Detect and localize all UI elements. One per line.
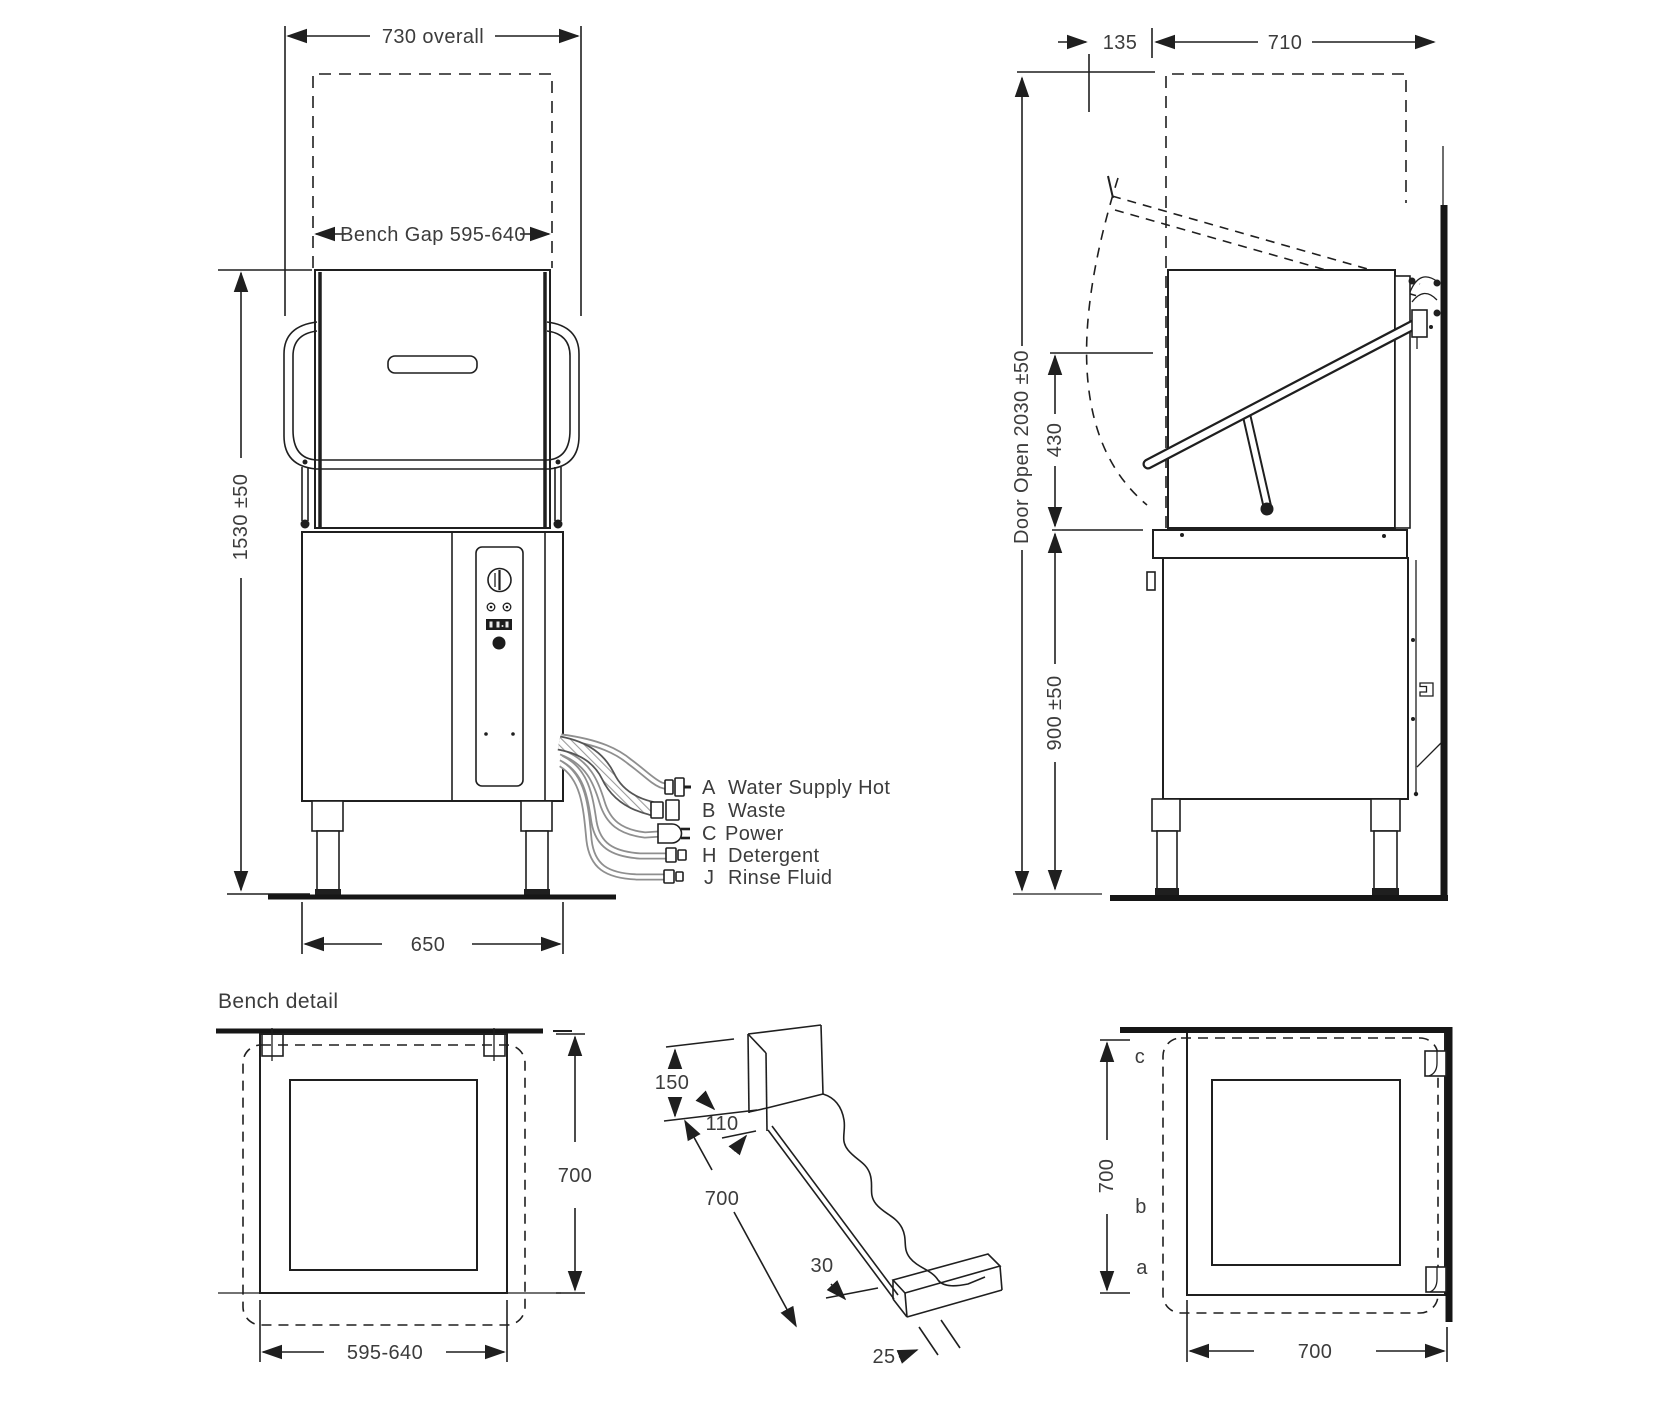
dim-corner-depth-label: 700 <box>1096 1158 1118 1194</box>
dim-depth-label: 710 <box>1267 32 1303 54</box>
dim-wall-gap <box>1058 28 1152 112</box>
dim-hood-lift-label: 430 <box>1044 422 1066 458</box>
conn-code-h: H <box>702 845 717 867</box>
conn-label-j: Rinse Fluid <box>728 867 833 889</box>
dim-hood-lift <box>1044 353 1153 526</box>
handle-pivot-bolt-right <box>554 520 563 529</box>
fitting-rinse <box>664 870 683 883</box>
wash-chamber-plan-corner <box>1212 1080 1400 1265</box>
bench-iso <box>655 1025 1002 1368</box>
bench-deck <box>767 1094 985 1299</box>
dim-overall-width-label: 730 overall <box>381 26 485 48</box>
dim-length <box>685 1121 796 1326</box>
dim-depth <box>1156 32 1434 54</box>
wash-chamber-plan <box>290 1080 477 1270</box>
hood-overhang-outline <box>243 1045 525 1325</box>
dim-bench-height <box>1044 530 1143 889</box>
dim-wall-gap-label: 135 <box>1102 32 1138 54</box>
dim-inset <box>703 1098 756 1151</box>
dim-corner-depth <box>1096 1040 1130 1293</box>
dim-door-open <box>1011 78 1033 890</box>
connection-labels <box>702 777 890 889</box>
conn-label-h: Detergent <box>728 845 820 867</box>
plug-power <box>658 824 690 843</box>
conn-label-b: Waste <box>728 800 786 822</box>
hinge-assembly <box>1409 277 1441 349</box>
base-cabinet-side <box>1147 530 1441 799</box>
dim-base-width-label: 650 <box>410 934 446 956</box>
conn-label-c: Power <box>725 823 784 845</box>
machine-plan-outline <box>260 1034 507 1293</box>
hinge-bracket-bottom <box>1426 1267 1446 1292</box>
dim-length-label: 700 <box>704 1188 740 1210</box>
dim-bench-height-label: 900 ±50 <box>1044 675 1066 751</box>
zone-label-c: c <box>1134 1046 1146 1068</box>
conn-label-a: Water Supply Hot <box>728 777 891 799</box>
dim-inset-label: 110 <box>705 1113 739 1135</box>
dim-plan-depth-label: 700 <box>557 1165 593 1187</box>
hood-body <box>315 270 550 528</box>
fitting-waste <box>651 800 679 820</box>
hood-rear-channel <box>1395 276 1410 528</box>
dim-splash-height-label: 150 <box>654 1072 690 1094</box>
zone-label-a: a <box>1136 1257 1148 1279</box>
handle-swing-arc <box>1087 178 1147 505</box>
dim-plan-width-label: 595-640 <box>346 1342 424 1364</box>
fitting-water <box>665 778 691 796</box>
bench-plan <box>216 990 592 1364</box>
dim-height-label: 1530 ±50 <box>230 473 252 561</box>
dim-door-open-label: Door Open 2030 ±50 <box>1011 350 1033 544</box>
splashback <box>748 1025 823 1131</box>
service-connections <box>559 737 890 889</box>
broken-edge <box>823 1094 985 1286</box>
dim-lip-label: 25 <box>872 1346 896 1368</box>
dim-lip <box>872 1320 960 1368</box>
conn-code-b: B <box>702 800 716 822</box>
dim-splash-height <box>655 1039 757 1121</box>
hinge-bracket-top <box>1425 1051 1446 1076</box>
fitting-detergent <box>666 848 686 862</box>
bench-detail-title: Bench detail <box>218 990 339 1013</box>
dim-plan-width <box>260 1300 507 1364</box>
legs-side <box>1152 799 1400 895</box>
dim-bench-gap <box>316 224 549 246</box>
wall-bracket <box>1420 683 1433 696</box>
conn-code-c: C <box>702 823 717 845</box>
door-latch <box>1147 572 1155 590</box>
handle-end-knob <box>1261 503 1274 516</box>
dim-height <box>218 270 312 894</box>
side-view <box>1011 28 1448 901</box>
hood-front <box>315 270 550 528</box>
dim-corner-width <box>1187 1300 1447 1363</box>
start-button <box>493 637 506 650</box>
legs-front <box>312 801 552 896</box>
dim-plan-depth <box>556 1034 592 1293</box>
dim-rail <box>810 1255 878 1299</box>
machine-plan-outline-corner <box>1187 1032 1445 1295</box>
corner-plan <box>1096 1027 1452 1363</box>
dim-bench-gap-label: Bench Gap 595-640 <box>340 224 526 246</box>
dim-corner-width-label: 700 <box>1297 1341 1333 1363</box>
dim-rail-label: 30 <box>810 1255 834 1277</box>
base-cabinet-front <box>302 532 563 801</box>
hood-handle-slot <box>388 356 477 373</box>
dim-base-width <box>302 902 563 956</box>
conn-code-a: A <box>702 777 716 799</box>
front-view <box>218 26 890 956</box>
handle-pivot-bolt-left <box>301 520 310 529</box>
conn-code-j: J <box>704 867 715 889</box>
zone-label-b: b <box>1135 1196 1147 1218</box>
